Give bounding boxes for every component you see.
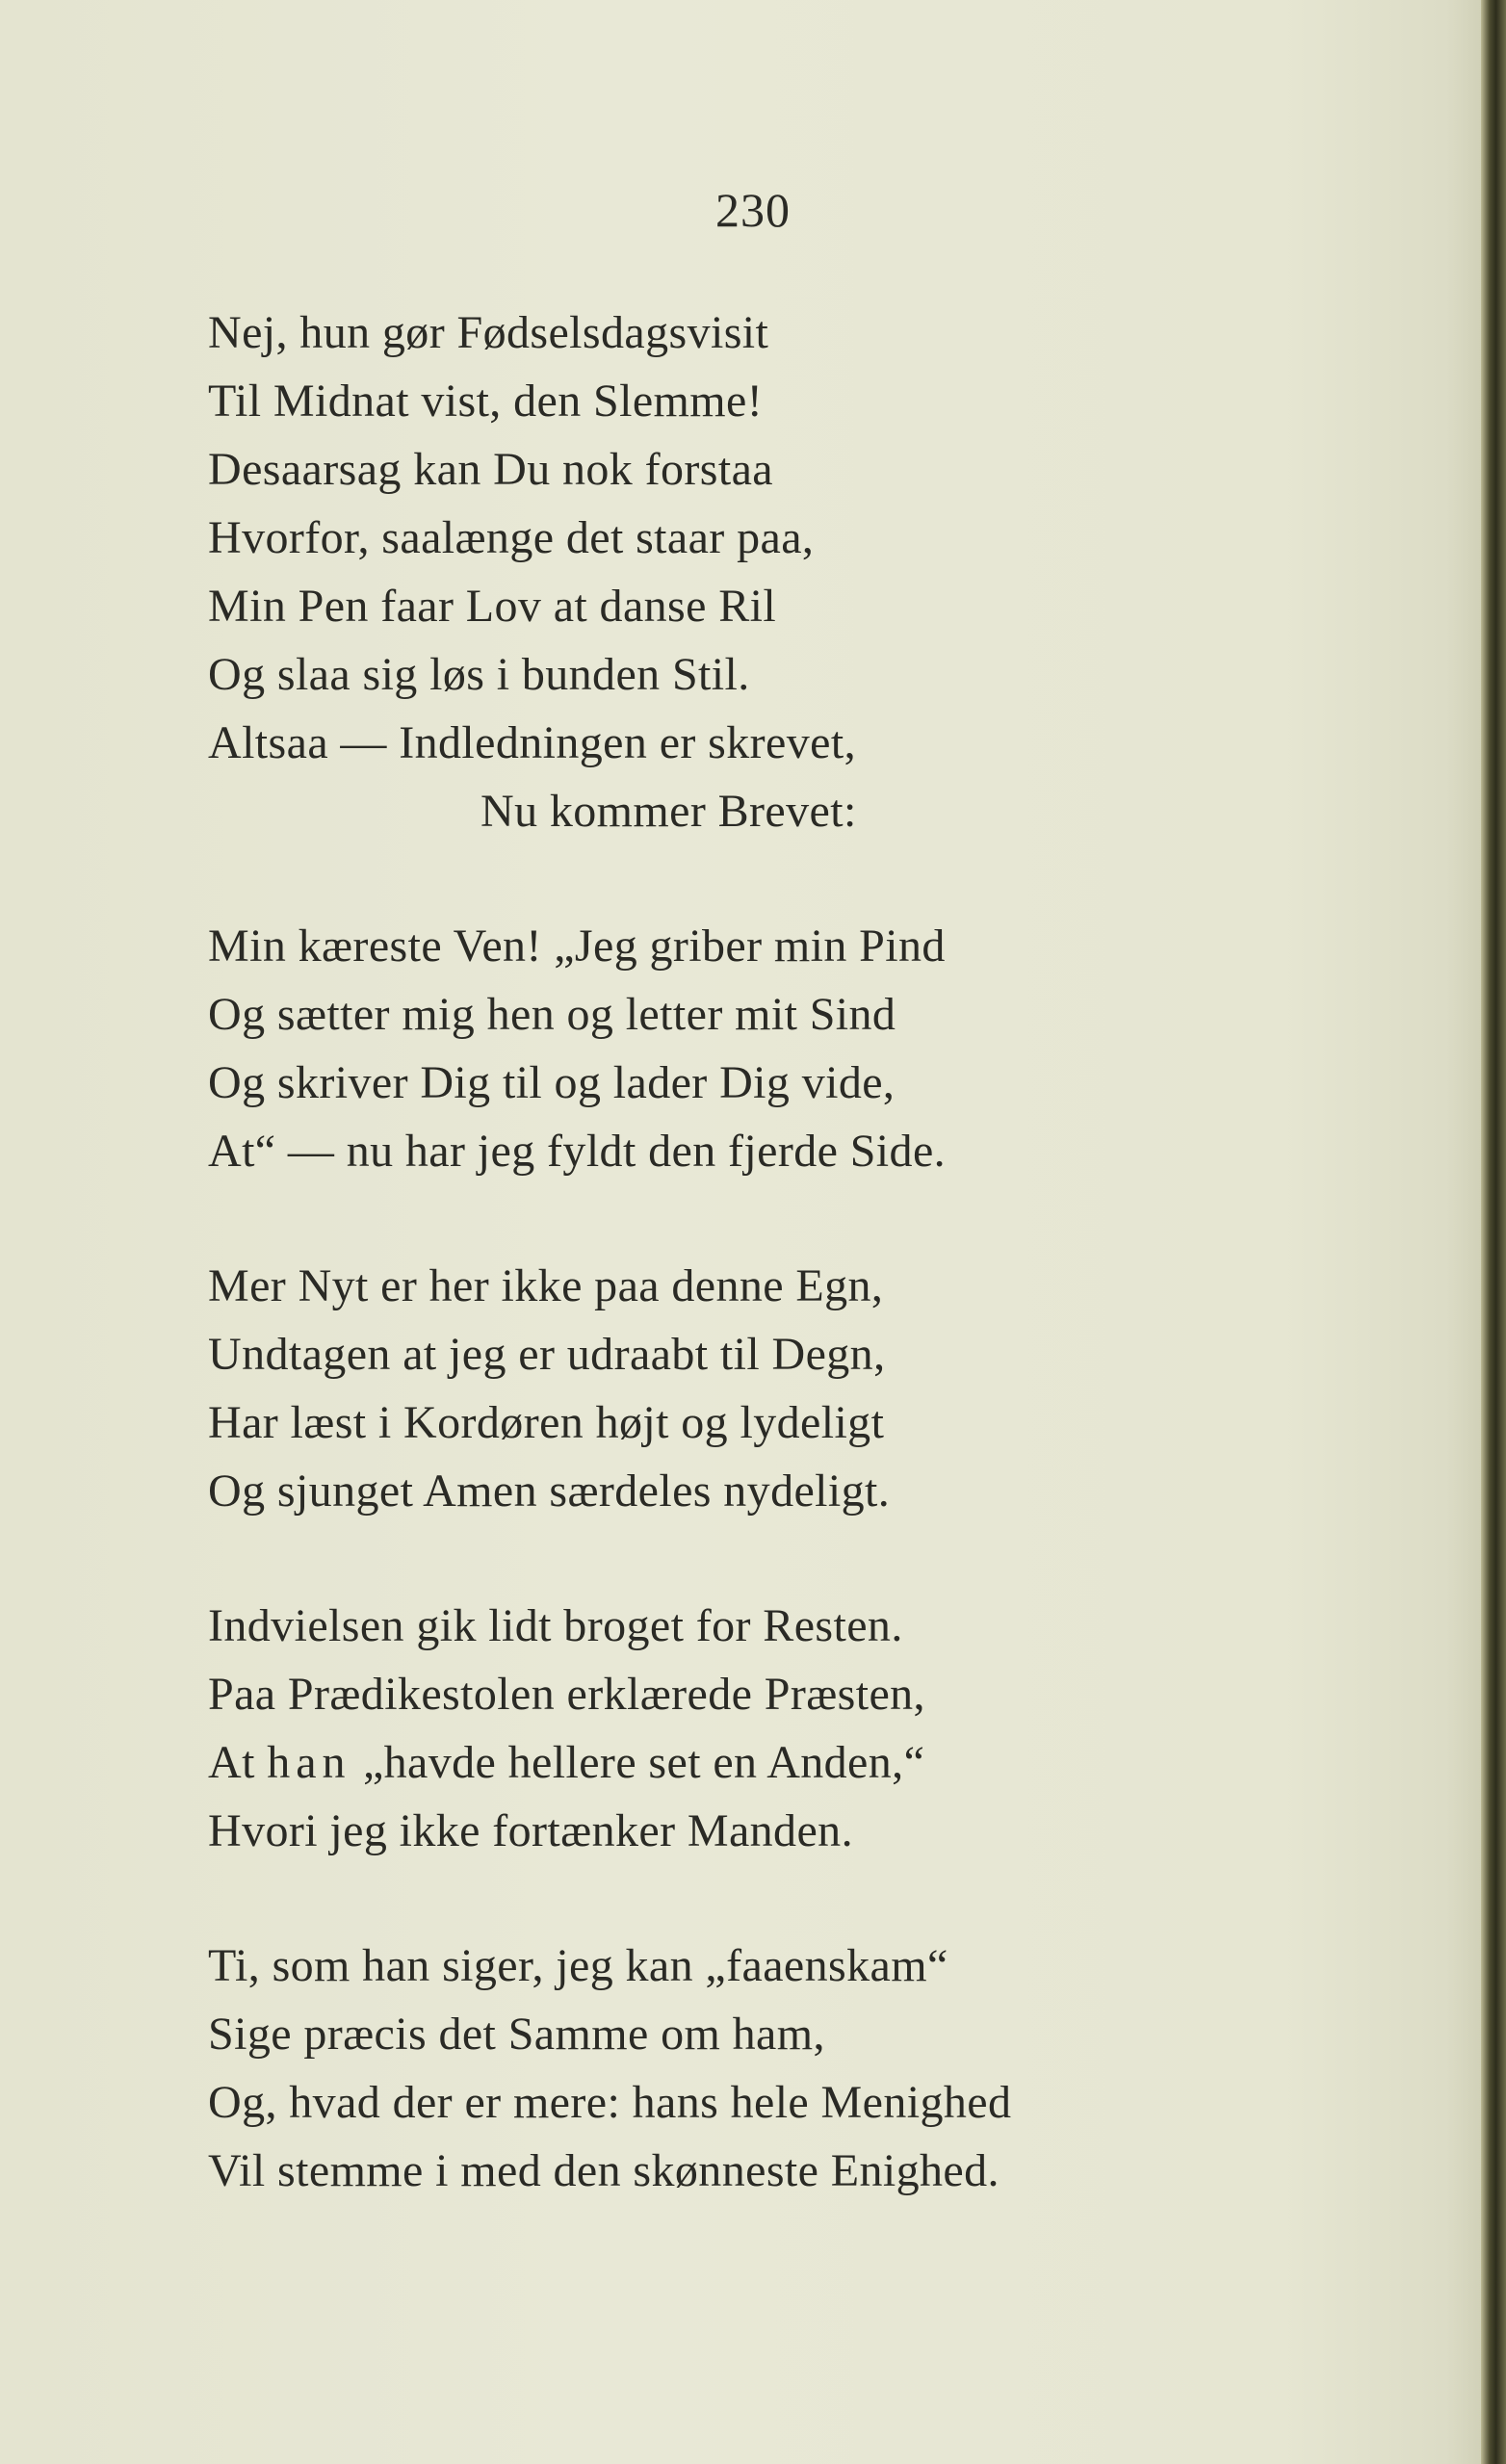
poem-line: Paa Prædikestolen erklærede Præsten, xyxy=(208,1669,925,1720)
poem-line: Undtagen at jeg er udraabt til Degn, xyxy=(208,1329,886,1380)
emphasized-word: han xyxy=(267,1737,351,1788)
poem-line: At“ — nu har jeg fyldt den fjerde Side. xyxy=(208,1126,947,1177)
poem-line: Mer Nyt er her ikke paa denne Egn, xyxy=(208,1260,884,1311)
page-number: 230 xyxy=(715,183,791,237)
poem-line: Ti, som han siger, jeg kan „faaenskam“ xyxy=(208,1940,948,1991)
page-binding-edge xyxy=(1481,0,1506,2464)
poem-line: Og sætter mig hen og letter mit Sind xyxy=(208,989,896,1040)
poem-line: Nej, hun gør Fødselsdagsvisit xyxy=(208,307,769,358)
poem-line: Til Midnat vist, den Slemme! xyxy=(208,376,764,427)
poem-line: Min kæreste Ven! „Jeg griber min Pind xyxy=(208,921,946,972)
stanza-1 xyxy=(208,298,1296,845)
poem-line: Vil stemme i med den skønneste Enighed. xyxy=(208,2145,1000,2196)
poem-line-indented: Nu kommer Brevet: xyxy=(480,786,857,837)
poem-line: Har læst i Kordøren højt og lydeligt xyxy=(208,1397,885,1448)
poem-line: Og sjunget Amen særdeles nydeligt. xyxy=(208,1465,891,1517)
poem-line: Og slaa sig løs i bunden Stil. xyxy=(208,649,750,700)
poem-line: Og, hvad der er mere: hans hele Menighed xyxy=(208,2077,1012,2128)
poem-line: Og skriver Dig til og lader Dig vide, xyxy=(208,1057,896,1108)
poem-line: Altsaa — Indledningen er skrevet, xyxy=(208,717,856,768)
poem-line: Hvori jeg ikke fortænker Manden. xyxy=(208,1805,853,1856)
stanza-5 xyxy=(208,1932,1296,2205)
poem-line: Min Pen faar Lov at danse Ril xyxy=(208,581,777,632)
line-quote: „havde hellere set en Anden,“ xyxy=(362,1737,925,1788)
poem-text xyxy=(208,298,1296,2271)
line-word: At xyxy=(208,1737,255,1788)
poem-line: Indvielsen gik lidt broget for Resten. xyxy=(208,1600,903,1651)
poem-line: Desaarsag kan Du nok forstaa xyxy=(208,444,773,495)
poem-line xyxy=(208,1728,1296,1797)
stanza-2 xyxy=(208,912,1296,1185)
poem-line: Sige præcis det Samme om ham, xyxy=(208,2009,825,2060)
stanza-3 xyxy=(208,1252,1296,1525)
stanza-4 xyxy=(208,1592,1296,1865)
poem-line: Hvorfor, saalænge det staar paa, xyxy=(208,512,815,563)
